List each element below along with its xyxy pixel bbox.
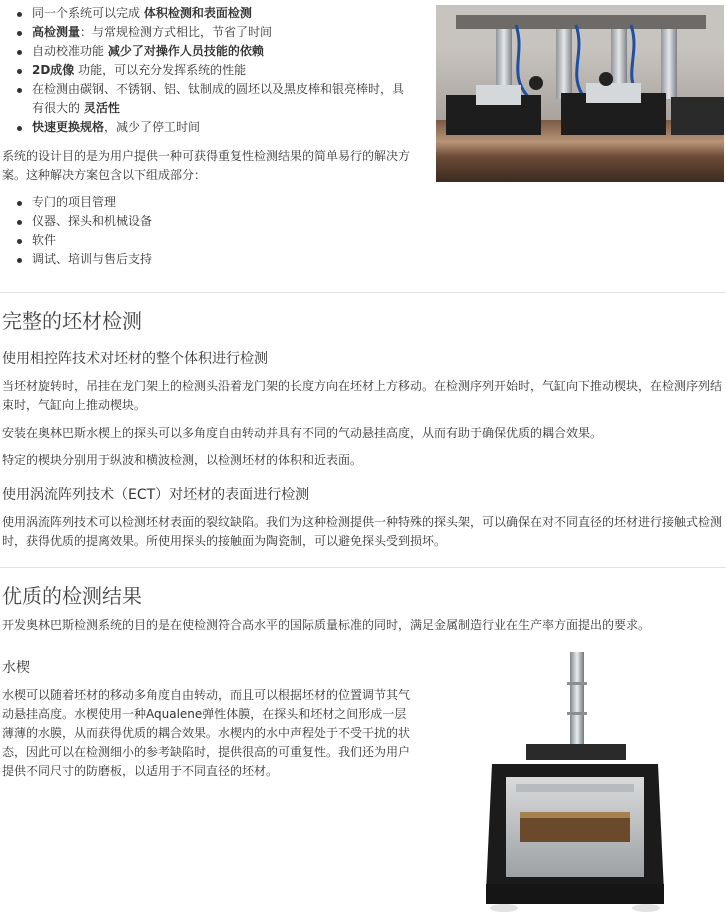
gantry-inspection-photo: [436, 5, 724, 182]
feature-item: 快速更换规格，减少了停工时间: [0, 118, 415, 137]
component-item: 专门的项目管理: [0, 193, 400, 212]
section-title-billet-inspection: 完整的坯材检测: [2, 309, 142, 333]
feature-item: 高检测量：与常规检测方式相比，节省了时间: [0, 23, 415, 42]
intro-paragraph: 系统的设计目的是为用户提供一种可获得重复性检测结果的简单易行的解决方案。这种解决方案包含以下组成部分：: [2, 149, 411, 182]
top-section: [0, 0, 726, 275]
section-divider: [0, 292, 726, 293]
component-item: 调试、培训与售后支持: [0, 250, 400, 269]
feature-list: [0, 4, 415, 137]
feature-item: 在检测由碳钢、不锈钢、铝、钛制成的圆坯以及黑皮棒和银亮棒时，具有很大的 灵活性: [0, 80, 415, 118]
paragraph: 开发奥林巴斯检测系统的目的是在使检测符合高水平的国际质量标准的同时，满足金属制造行业在生产率方面提出的要求。: [2, 618, 651, 632]
feature-item: 2D成像 功能，可以充分发挥系统的性能: [0, 61, 415, 80]
component-list: [0, 193, 400, 269]
paragraph: 安装在奥林巴斯水楔上的探头可以多角度自由转动并具有不同的气动悬挂高度，从而有助于确保优质的耦合效果。: [2, 426, 603, 440]
paragraph: 使用涡流阵列技术可以检测坯材表面的裂纹缺陷。我们为这种检测提供一种特殊的探头架，可以确保在对不同直径的坯材进行接触式检测时，获得优质的提离效果。所使用探头的接触面为陶瓷制，可以避免探头受到损坏。: [2, 515, 723, 548]
subsection-title-water-wedge: 水楔: [2, 660, 30, 676]
component-item: 软件: [0, 231, 400, 250]
paragraph: 当坯材旋转时，吊挂在龙门架上的检测头沿着龙门架的长度方向在坯材上方移动。在检测序列开始时，气缸向下推动楔块，在检测序列结束时，气缸向上推动楔块。: [2, 379, 723, 412]
paragraph: 特定的楔块分别用于纵波和横波检测，以检测坯材的体积和近表面。: [2, 453, 363, 467]
paragraph: 水楔可以随着坯材的移动多角度自由转动，而且可以根据坯材的位置调节其气动悬挂高度。水楔使用一种Aqualene弹性体膜，在探头和坯材之间形成一层薄薄的水膜，从而获得优质的耦合效果。水楔内的水中声程处于不受干扰的状态，因此可以在检测细小的参考缺陷时，提供很高的可重复性。我们还为用户提供不同尺寸的防磨板，以适用于不同直径的坯材。: [2, 688, 411, 778]
water-wedge-photo: [486, 652, 664, 914]
subsection-title-phased-array: 使用相控阵技术对坯材的整个体积进行检测: [2, 351, 268, 367]
section-title-quality-results: 优质的检测结果: [2, 584, 142, 608]
component-item: 仪器、探头和机械设备: [0, 212, 400, 231]
subsection-title-eddy-current: 使用涡流阵列技术（ECT）对坯材的表面进行检测: [2, 487, 310, 503]
feature-item: 自动校准功能 减少了对操作人员技能的依赖: [0, 42, 415, 61]
feature-item: 同一个系统可以完成 体积检测和表面检测: [0, 4, 415, 23]
section-divider: [0, 567, 726, 568]
